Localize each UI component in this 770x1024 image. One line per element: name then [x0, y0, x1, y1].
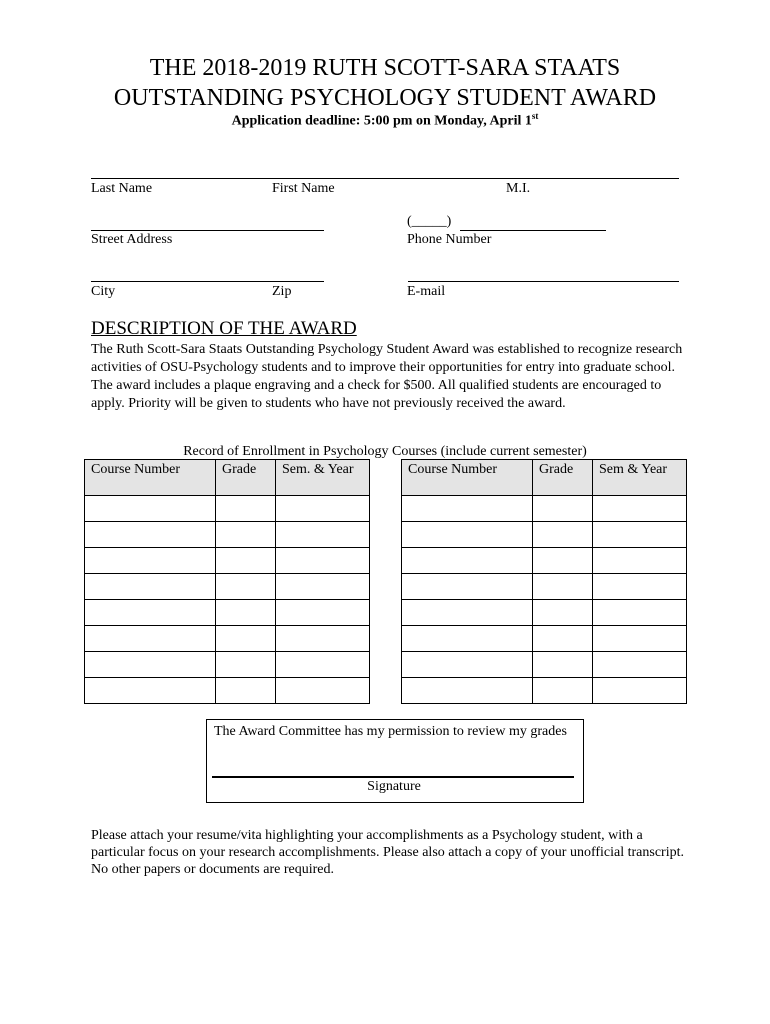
- table-row: [402, 496, 687, 522]
- zip-label: Zip: [272, 284, 292, 299]
- table-row: [402, 600, 687, 626]
- course-number-cell[interactable]: [85, 626, 216, 652]
- email-field-line[interactable]: [408, 281, 679, 282]
- signature-label: Signature: [367, 779, 421, 794]
- table-row: [85, 522, 370, 548]
- sem-year-cell[interactable]: [276, 522, 370, 548]
- grade-cell[interactable]: [533, 652, 593, 678]
- grade-cell[interactable]: [216, 600, 276, 626]
- course-number-cell[interactable]: [85, 496, 216, 522]
- grade-cell[interactable]: [216, 678, 276, 704]
- course-number-cell[interactable]: [85, 652, 216, 678]
- sem-year-cell[interactable]: [593, 652, 687, 678]
- column-header-sem-year: Sem. & Year: [276, 460, 370, 496]
- course-number-cell[interactable]: [402, 496, 533, 522]
- table-row: [402, 522, 687, 548]
- sem-year-cell[interactable]: [276, 600, 370, 626]
- city-zip-field-line[interactable]: [91, 281, 324, 282]
- table-row: [85, 548, 370, 574]
- grade-cell[interactable]: [216, 496, 276, 522]
- grade-permission-text: The Award Committee has my permission to review my grades: [214, 724, 567, 739]
- sem-year-cell[interactable]: [593, 600, 687, 626]
- column-header-grade: Grade: [216, 460, 276, 496]
- sem-year-cell[interactable]: [593, 574, 687, 600]
- grade-cell[interactable]: [216, 652, 276, 678]
- course-number-cell[interactable]: [85, 678, 216, 704]
- grade-cell[interactable]: [216, 548, 276, 574]
- deadline-superscript: st: [531, 111, 539, 121]
- course-number-cell[interactable]: [85, 548, 216, 574]
- city-label: City: [91, 284, 116, 299]
- grade-cell[interactable]: [533, 574, 593, 600]
- last-name-label: Last Name: [91, 181, 153, 196]
- sem-year-cell[interactable]: [593, 626, 687, 652]
- street-address-field-line[interactable]: [91, 230, 324, 231]
- course-number-cell[interactable]: [85, 522, 216, 548]
- grade-cell[interactable]: [216, 574, 276, 600]
- table-row: [402, 678, 687, 704]
- sem-year-cell[interactable]: [276, 678, 370, 704]
- first-name-label: First Name: [272, 181, 335, 196]
- page-title-line-1: THE 2018-2019 RUTH SCOTT-SARA STAATS: [149, 55, 621, 81]
- application-deadline: [0, 111, 770, 130]
- column-header-grade: Grade: [533, 460, 593, 496]
- table-row: [85, 600, 370, 626]
- sem-year-cell[interactable]: [593, 522, 687, 548]
- enrollment-table-left: [84, 459, 370, 704]
- email-label: E-mail: [407, 284, 446, 299]
- sem-year-cell[interactable]: [593, 548, 687, 574]
- grade-cell[interactable]: [533, 548, 593, 574]
- course-number-cell[interactable]: [402, 626, 533, 652]
- name-field-line[interactable]: [91, 178, 679, 179]
- table-row: [402, 548, 687, 574]
- phone-area-code-blank: (_____): [407, 214, 452, 229]
- sem-year-cell[interactable]: [276, 626, 370, 652]
- sem-year-cell[interactable]: [276, 548, 370, 574]
- street-address-label: Street Address: [91, 232, 173, 247]
- grade-cell[interactable]: [533, 600, 593, 626]
- table-row: [402, 626, 687, 652]
- phone-number-label: Phone Number: [407, 232, 492, 247]
- course-number-cell[interactable]: [402, 574, 533, 600]
- table-header-row: [402, 460, 687, 496]
- sem-year-cell[interactable]: [276, 496, 370, 522]
- sem-year-cell[interactable]: [593, 496, 687, 522]
- page-title-line-2: OUTSTANDING PSYCHOLOGY STUDENT AWARD: [113, 85, 657, 111]
- table-row: [85, 574, 370, 600]
- enrollment-caption: Record of Enrollment in Psychology Courses (include current semester): [183, 444, 587, 459]
- middle-initial-label: M.I.: [506, 181, 531, 196]
- sem-year-cell[interactable]: [276, 652, 370, 678]
- course-number-cell[interactable]: [402, 652, 533, 678]
- course-number-cell[interactable]: [85, 600, 216, 626]
- signature-field-line[interactable]: [212, 776, 574, 778]
- column-header-sem-year: Sem & Year: [593, 460, 687, 496]
- phone-number-field-line[interactable]: [460, 230, 606, 231]
- course-number-cell[interactable]: [402, 548, 533, 574]
- table-row: [402, 652, 687, 678]
- grade-cell[interactable]: [216, 626, 276, 652]
- grade-cell[interactable]: [533, 496, 593, 522]
- table-header-row: [85, 460, 370, 496]
- table-row: [85, 678, 370, 704]
- table-row: [402, 574, 687, 600]
- course-number-cell[interactable]: [402, 522, 533, 548]
- deadline-text: Application deadline: 5:00 pm on Monday, April 1: [231, 113, 532, 129]
- column-header-course-number: Course Number: [85, 460, 216, 496]
- table-row: [85, 626, 370, 652]
- table-row: [85, 652, 370, 678]
- enrollment-table-right: [401, 459, 687, 704]
- table-row: [85, 496, 370, 522]
- course-number-cell[interactable]: [402, 600, 533, 626]
- course-number-cell[interactable]: [85, 574, 216, 600]
- grade-cell[interactable]: [533, 522, 593, 548]
- attachment-instructions: Please attach your resume/vita highlighting your accomplishments as a Psychology student, with a particular focus on your research accomplishments. Please also attach a copy of your unofficial transcript. No other papers or documents are required.: [91, 828, 684, 877]
- description-heading: DESCRIPTION OF THE AWARD: [91, 318, 357, 339]
- grade-cell[interactable]: [216, 522, 276, 548]
- column-header-course-number: Course Number: [402, 460, 533, 496]
- description-body: The Ruth Scott-Sara Staats Outstanding Psychology Student Award was established to recognize research activities of OSU-Psychology students and to improve their opportunities for entry into graduate school. The award includes a plaque engraving and a check for $500. All qualified students are encouraged to apply. Priority will be given to students who have not previously received the award.: [91, 342, 683, 411]
- grade-cell[interactable]: [533, 626, 593, 652]
- grade-cell[interactable]: [533, 678, 593, 704]
- course-number-cell[interactable]: [402, 678, 533, 704]
- sem-year-cell[interactable]: [593, 678, 687, 704]
- sem-year-cell[interactable]: [276, 574, 370, 600]
